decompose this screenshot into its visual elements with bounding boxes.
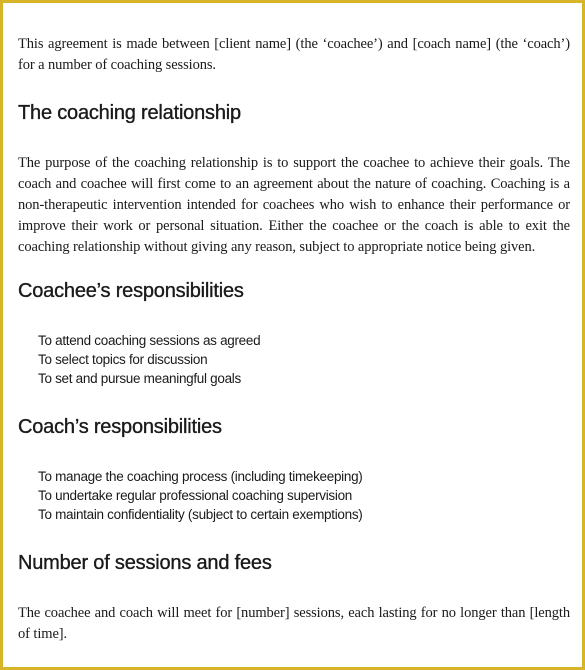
coach-responsibilities-list xyxy=(38,467,363,524)
list-item: To maintain confidentiality (subject to certain exemptions) xyxy=(38,507,363,522)
list-item: To attend coaching sessions as agreed xyxy=(38,333,261,348)
list-item: To set and pursue meaningful goals xyxy=(38,371,241,386)
section-heading-coaching-relationship: The coaching relationship xyxy=(18,102,241,124)
section-heading-coach-responsibilities: Coach’s responsibilities xyxy=(18,416,222,438)
list-item: To undertake regular professional coaching supervision xyxy=(38,488,352,503)
list-item: To manage the coaching process (including timekeeping) xyxy=(38,469,363,484)
list-item: To select topics for discussion xyxy=(38,352,208,367)
intro-paragraph: This agreement is made between [client name] (the ‘coachee’) and [coach name] (the ‘coach’) for a number of coaching sessions. xyxy=(18,36,570,73)
section-heading-sessions-and-fees: Number of sessions and fees xyxy=(18,552,272,574)
sessions-and-fees-paragraph: The coachee and coach will meet for [number] sessions, each lasting for no longer than [length of time]. xyxy=(18,605,570,642)
coachee-responsibilities-list xyxy=(38,331,260,388)
section-heading-coachee-responsibilities: Coachee’s responsibilities xyxy=(18,280,244,302)
coaching-relationship-paragraph: The purpose of the coaching relationship is to support the coachee to achieve their goals. The coach and coachee will first come to an agreement about the nature of coaching. Coaching is a non-therapeutic intervention intended for coachees who wish to enhance their performance or improve their work or personal situation. Either the coachee or the coach is able to exit the coaching relationship without giving any reason, subject to appropriate notice being given. xyxy=(18,155,570,255)
